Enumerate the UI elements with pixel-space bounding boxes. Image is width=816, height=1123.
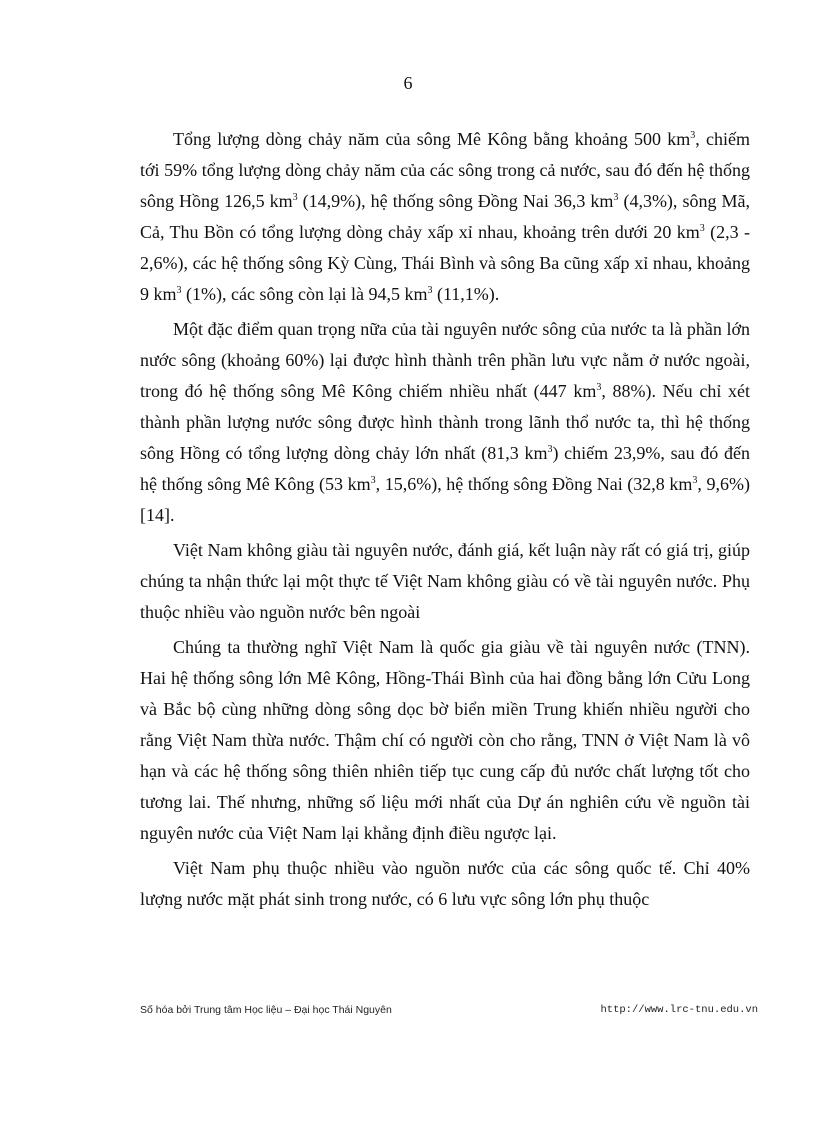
superscript: 3 [547, 444, 553, 455]
superscript: 3 [692, 475, 698, 486]
text-run: , 15,6%), hệ thống sông Đồng Nai (32,8 km [375, 474, 693, 494]
text-run: (4,3%), sông Mã, Cả, Thu Bồn có tổng lượng dòng chảy xấp xỉ nhau, khoảng trên dưới 20 km [140, 191, 751, 242]
text-run: Tổng lượng dòng chảy năm của sông Mê Kông bằng khoảng 500 km [173, 129, 691, 149]
text-run: Một đặc điểm quan trọng nữa của tài nguyên nước sông của nước ta là phần lớn nước sông (khoảng 60%) lại được hình thành trên phần lưu vực nằm ở nước ngoài, trong đó hệ thống sông Mê Kông chiếm nhiều nhất (447 km [140, 319, 750, 401]
text-run: , 9,6%) [14]. [140, 474, 750, 525]
footer-credit: Số hóa bởi Trung tâm Học liệu – Đại học Thái Nguyên [140, 1004, 392, 1016]
superscript: 3 [613, 192, 619, 203]
superscript: 3 [427, 285, 433, 296]
text-run: Việt Nam phụ thuộc nhiều vào nguồn nước của các sông quốc tế. Chỉ 40% lượng nước mặt phát sinh trong nước, có 6 lưu vực sông lớn phụ thuộc [140, 858, 750, 909]
text-run: (11,1%). [432, 284, 500, 304]
superscript: 3 [596, 382, 602, 393]
superscript: 3 [690, 130, 696, 141]
superscript: 3 [370, 475, 376, 486]
paragraph [140, 535, 750, 628]
body-text [140, 124, 750, 919]
text-run: Chúng ta thường nghĩ Việt Nam là quốc gia giàu về tài nguyên nước (TNN). Hai hệ thống sông lớn Mê Kông, Hồng-Thái Bình của hai đồng bằng lớn Cửu Long và Bắc bộ cùng những dòng sông dọc bờ biển miền Trung khiến nhiều người cho rằng Việt Nam thừa nước. Thậm chí có người còn cho rằng, TNN ở Việt Nam là vô hạn và các hệ thống sông thiên nhiên tiếp tục cung cấp đủ nước chất lượng tốt cho tương lai. Thế nhưng, những số liệu mới nhất của Dự án nghiên cứu về nguồn tài nguyên nước của Việt Nam lại khẳng định điều ngược lại. [140, 637, 750, 843]
footer-url[interactable]: http://www.lrc-tnu.edu.vn [600, 1004, 758, 1016]
text-run: (14,9%), hệ thống sông Đồng Nai 36,3 km [297, 191, 614, 211]
text-run: (1%), các sông còn lại là 94,5 km [181, 284, 428, 304]
footer [140, 1004, 758, 1020]
text-run: , 88%). Nếu chỉ xét thành phần lượng nước sông được hình thành trong lãnh thổ nước ta, thì hệ thống sông Hồng có tổng lượng dòng chảy lớn nhất (81,3 km [140, 381, 750, 463]
paragraph [140, 632, 750, 849]
paragraph [140, 124, 750, 310]
text-run: Việt Nam không giàu tài nguyên nước, đánh giá, kết luận này rất có giá trị, giúp chúng ta nhận thức lại một thực tế Việt Nam không giàu có về tài nguyên nước. Phụ thuộc nhiều vào nguồn nước bên ngoài [140, 540, 750, 622]
paragraph [140, 853, 750, 915]
superscript: 3 [699, 223, 705, 234]
superscript: 3 [292, 192, 298, 203]
paragraph [140, 314, 750, 531]
text-run: ) chiếm 23,9%, sau đó đến hệ thống sông Mê Kông (53 km [140, 443, 750, 494]
page-number: 6 [403, 73, 413, 93]
text-run: , chiếm tới 59% tổng lượng dòng chảy năm của các sông trong cả nước, sau đó đến hệ thống sông Hồng 126,5 km [140, 129, 751, 211]
text-run: (2,3 - 2,6%), các hệ thống sông Kỳ Cùng, Thái Bình và sông Ba cũng xấp xỉ nhau, khoảng 9 km [140, 222, 750, 304]
superscript: 3 [176, 285, 182, 296]
